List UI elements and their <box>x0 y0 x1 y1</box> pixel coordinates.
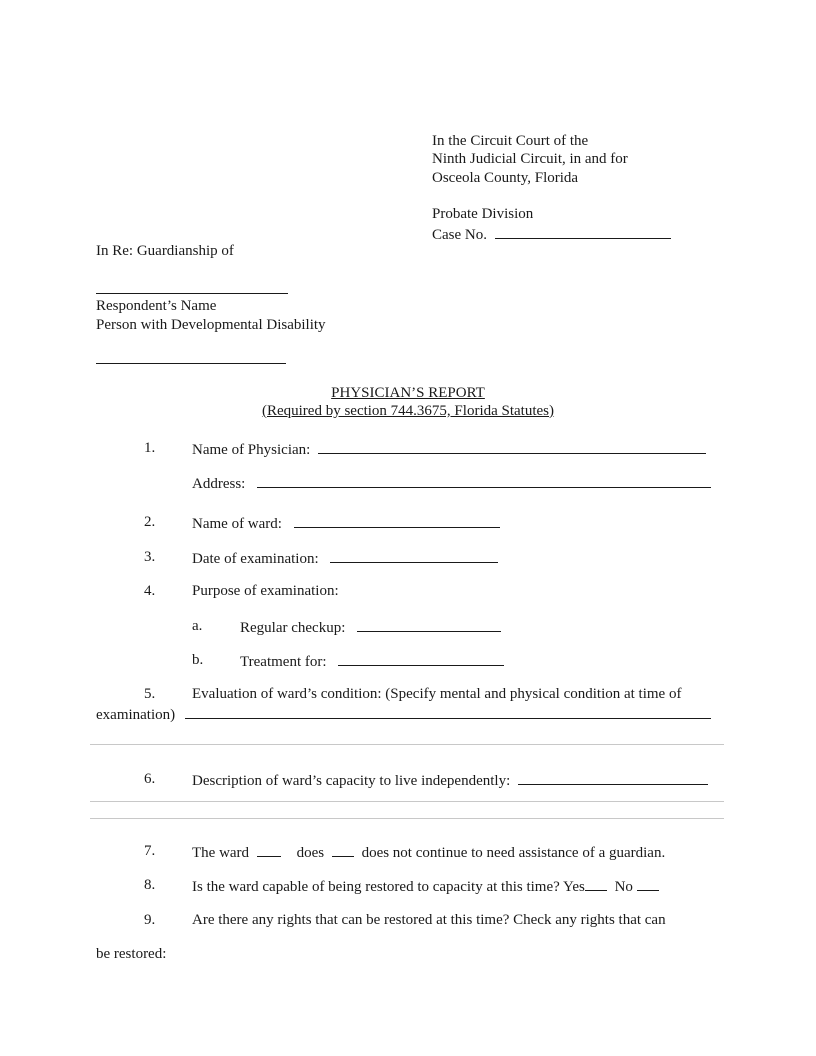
evaluation-extra-line[interactable] <box>90 744 724 745</box>
no-label: No <box>614 879 633 895</box>
item-number-9: 9. <box>144 912 156 928</box>
treatment-field[interactable] <box>338 651 504 666</box>
yes-answer-line[interactable] <box>585 876 607 891</box>
checkup-field[interactable] <box>357 617 501 632</box>
physician-row <box>192 439 706 459</box>
evaluation-field[interactable] <box>185 704 711 719</box>
court-line-2: Ninth Judicial Circuit, in and for <box>432 151 628 167</box>
ward-name-row <box>192 513 500 533</box>
item-number-3: 3. <box>144 549 156 565</box>
capacity-row <box>192 770 708 790</box>
item-number-5: 5. <box>144 686 156 702</box>
division-label: Probate Division <box>432 206 534 222</box>
item-number-8: 8. <box>144 877 156 893</box>
address-label: Address: <box>192 476 246 492</box>
item-number-4: 4. <box>144 583 156 599</box>
in-re-label: In Re: Guardianship of <box>96 243 234 259</box>
capacity-label: Description of ward’s capacity to live independently: <box>192 773 511 789</box>
guardian-need-text-b: does <box>296 845 325 861</box>
item-number-6: 6. <box>144 771 156 787</box>
restore-capacity-question: Is the ward capable of being restored to capacity at this time? <box>192 879 560 895</box>
case-number-field[interactable] <box>495 224 671 239</box>
address-field[interactable] <box>257 473 711 488</box>
evaluation-label: Evaluation of ward’s condition: (Specify mental and physical condition at time of <box>192 686 682 702</box>
exam-date-label: Date of examination: <box>192 551 319 567</box>
person-with-disability-label: Person with Developmental Disability <box>96 317 326 333</box>
exam-date-field[interactable] <box>330 548 498 563</box>
physician-name-field[interactable] <box>318 439 706 454</box>
blank-signature-line[interactable] <box>96 349 286 364</box>
physician-name-label: Name of Physician: <box>192 442 311 458</box>
checkup-label: Regular checkup: <box>240 620 346 636</box>
yes-label: Yes <box>562 879 585 895</box>
rights-continued: be restored: <box>96 946 167 962</box>
capacity-field[interactable] <box>518 770 708 785</box>
ward-name-label: Name of ward: <box>192 516 282 532</box>
does-not-continue-checkbox-line[interactable] <box>332 842 354 857</box>
no-answer-line[interactable] <box>637 876 659 891</box>
does-continue-checkbox-line[interactable] <box>257 842 281 857</box>
treatment-label: Treatment for: <box>240 654 327 670</box>
treatment-row <box>240 651 504 671</box>
address-row <box>192 473 711 493</box>
case-number-label: Case No. <box>432 227 487 243</box>
rights-question: Are there any rights that can be restored at this time? Check any rights that can <box>192 912 666 928</box>
item-number-2: 2. <box>144 514 156 530</box>
ward-name-field[interactable] <box>294 513 500 528</box>
report-subtitle: (Required by section 744.3675, Florida Statutes) <box>261 403 555 419</box>
item-number-1: 1. <box>144 440 156 456</box>
evaluation-continued-label: examination) <box>96 707 176 723</box>
item-number-7: 7. <box>144 843 156 859</box>
exam-date-row <box>192 548 498 568</box>
report-title: PHYSICIAN’S REPORT <box>331 385 485 401</box>
purpose-label: Purpose of examination: <box>192 583 339 599</box>
checkup-row <box>240 617 501 637</box>
respondent-name-field[interactable] <box>96 279 288 294</box>
court-line-1: In the Circuit Court of the <box>432 133 589 149</box>
capacity-extra-line-1[interactable] <box>90 801 724 802</box>
evaluation-row <box>96 704 711 724</box>
respondent-name-label: Respondent’s Name <box>96 298 217 314</box>
guardian-need-text-c: does not continue to need assistance of a guardian. <box>361 845 666 861</box>
court-line-3: Osceola County, Florida <box>432 170 579 186</box>
capacity-extra-line-2[interactable] <box>90 818 724 819</box>
sub-item-b: b. <box>192 652 204 668</box>
case-number-row <box>432 224 671 244</box>
guardian-need-row <box>192 842 665 862</box>
guardian-need-text-a: The ward <box>192 845 250 861</box>
sub-item-a: a. <box>192 618 203 634</box>
restore-capacity-row <box>192 876 659 896</box>
